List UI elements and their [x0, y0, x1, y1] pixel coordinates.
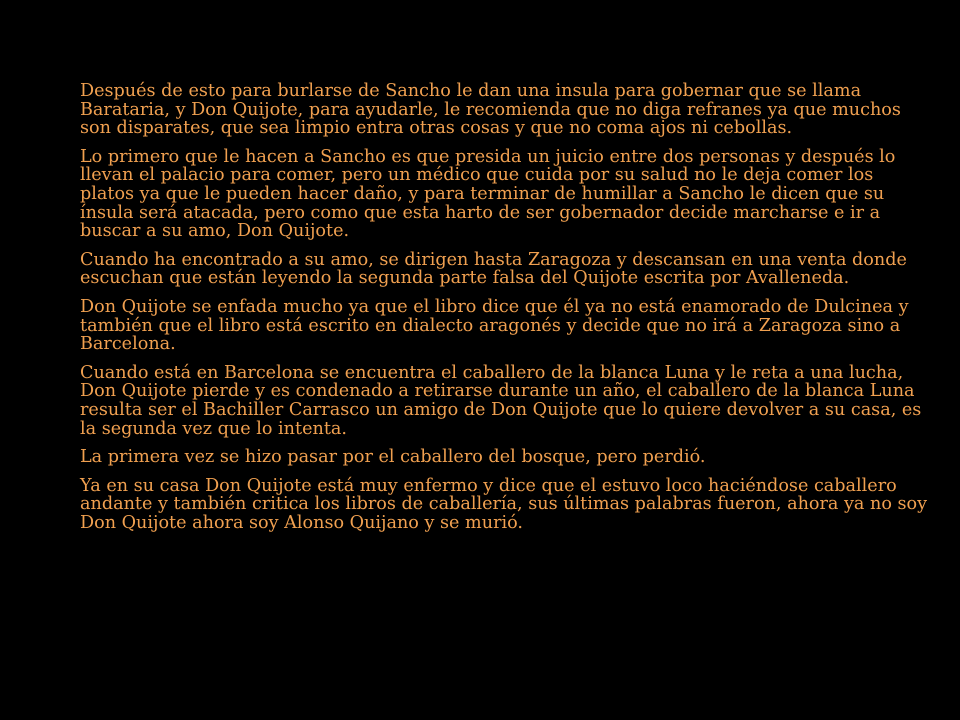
paragraph-3: Cuando ha encontrado a su amo, se dirigen hasta Zaragoza y descansan en una venta donde escuchan que están leyendo la segunda parte falsa del Quijote escrita por Avalleneda.: [80, 249, 907, 289]
paragraph-7: Ya en su casa Don Quijote está muy enfermo y dice que el estuvo loco haciéndose caballero andante y también critica los libros de caballería, sus últimas palabras fueron, ahora ya no soy Don Quijote ahora soy Alonso Quijano y se murió.: [80, 475, 928, 533]
paragraph-1: Después de esto para burlarse de Sancho le dan una insula para gobernar que se llama Barataria, y Don Quijote, para ayudarle, le recomienda que no diga refranes ya que muchos son disparates, que sea limpio entra otras cosas y que no coma ajos ni cebollas.: [80, 81, 901, 139]
slide-text-body: [80, 82, 930, 542]
paragraph-6: La primera vez se hizo pasar por el caballero del bosque, pero perdió.: [80, 447, 706, 468]
paragraph-4: Don Quijote se enfada mucho ya que el libro dice que él ya no está enamorado de Dulcinea y también que el libro está escrito en dialecto aragonés y decide que no irá a Zaragoza sino a Barcelona.: [80, 296, 909, 355]
paragraph-2: Lo primero que le hacen a Sancho es que presida un juicio entre dos personas y después lo llevan el palacio para comer, pero un médico que cuida por su salud no le deja comer los platos ya que le pueden hacer daño, y para terminar de humillar a Sancho le dicen que su ínsula será atacada, pero como que esta harto de ser gobernador decide marcharse e ir a buscar a su amo, Don Quijote.: [80, 146, 896, 242]
paragraph-5: Cuando está en Barcelona se encuentra el caballero de la blanca Luna y le reta a una lucha, Don Quijote pierde y es condenado a retirarse durante un año, el caballero de la blanca Luna resulta ser el Bachiller Carrasco un amigo de Don Quijote que lo quiere devolver a su casa, es la segunda vez que lo intenta.: [80, 362, 922, 439]
